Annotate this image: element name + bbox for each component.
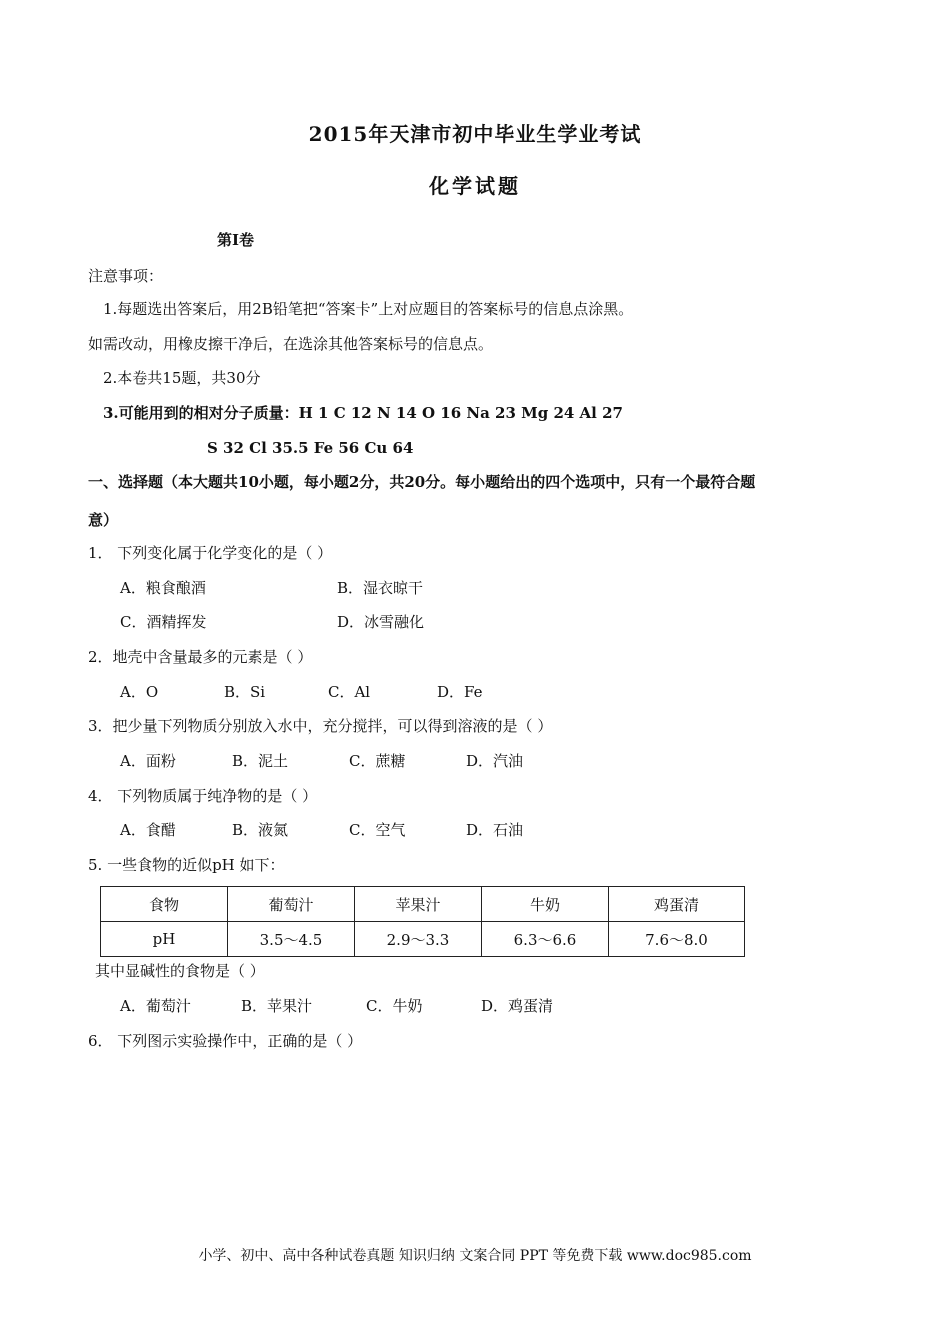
q4-option-c: C．空气 [349,821,406,839]
q4-option-d: D．石油 [466,821,524,839]
exam-title: 2015年天津市初中毕业生学业考试 [308,122,642,146]
question-3-stem: 3．把少量下列物质分别放入水中，充分搅拌，可以得到溶液的是（ ） [88,717,553,735]
table-cell: 7.6～8.0 [609,922,745,957]
table-cell: 牛奶 [482,887,609,922]
exam-subtitle: 化学试题 [429,174,521,198]
q5-option-d: D．鸡蛋清 [481,997,554,1015]
question-6-stem: 6． 下列图示实验操作中，正确的是（ ） [88,1032,363,1050]
q5-option-b: B．苹果汁 [241,997,313,1015]
question-2-stem: 2．地壳中含量最多的元素是（ ） [88,648,313,666]
q1-option-d: D．冰雪融化 [337,613,425,631]
table-cell: 2.9～3.3 [355,922,482,957]
table-cell: 食物 [101,887,228,922]
q4-option-a: A．食醋 [120,821,176,839]
table-cell: 3.5～4.5 [228,922,355,957]
section-label: 第I卷 [217,231,255,249]
notes-heading: 注意事项： [88,267,164,285]
page-footer: 小学、初中、高中各种试卷真题 知识归纳 文案合同 PPT 等免费下载 www.doc985.com [198,1248,752,1264]
note-3a: 3.可能用到的相对分子质量：H 1 C 12 N 14 O 16 Na 23 Mg 24 Al 27 [103,404,623,422]
note-1b: 如需改动，用橡皮擦干净后，在选涂其他答案标号的信息点。 [88,335,494,353]
question-5-stem: 5. 一些食物的近似pH 如下： [88,856,285,874]
table-row [101,887,745,922]
q1-option-b: B．湿衣晾干 [337,579,424,597]
q3-option-b: B．泥土 [232,752,289,770]
question-5-followup: 其中显碱性的食物是（ ） [95,962,265,980]
q5-option-a: A．葡萄汁 [120,997,191,1015]
q3-option-d: D．汽油 [466,752,524,770]
note-3b: S 32 Cl 35.5 Fe 56 Cu 64 [207,439,414,457]
table-cell: 葡萄汁 [228,887,355,922]
note-2: 2.本卷共15题，共30分 [103,369,261,387]
question-1-stem: 1． 下列变化属于化学变化的是（ ） [88,544,333,562]
q3-option-c: C．蔗糖 [349,752,406,770]
q4-option-b: B．液氮 [232,821,289,839]
part1-heading-b: 意） [88,511,119,529]
ph-table [100,886,745,957]
part1-heading-a: 一、选择题（本大题共10小题，每小题2分，共20分。每小题给出的四个选项中，只有一个最符合题 [88,473,756,491]
q1-option-c: C．酒精挥发 [120,613,207,631]
table-cell: 苹果汁 [355,887,482,922]
q2-option-a: A．O [120,683,159,701]
table-row [101,922,745,957]
q1-option-a: A．粮食酿酒 [120,579,206,597]
q2-option-d: D．Fe [437,683,483,701]
q3-option-a: A．面粉 [120,752,176,770]
note-1a: 1.每题选出答案后，用2B铅笔把“答案卡”上对应题目的答案标号的信息点涂黑。 [103,300,634,318]
table-cell: 6.3～6.6 [482,922,609,957]
q2-option-b: B．Si [224,683,266,701]
question-4-stem: 4． 下列物质属于纯净物的是（ ） [88,787,318,805]
q2-option-c: C．Al [328,683,371,701]
table-cell: 鸡蛋清 [609,887,745,922]
table-cell: pH [101,922,228,957]
q5-option-c: C．牛奶 [366,997,423,1015]
